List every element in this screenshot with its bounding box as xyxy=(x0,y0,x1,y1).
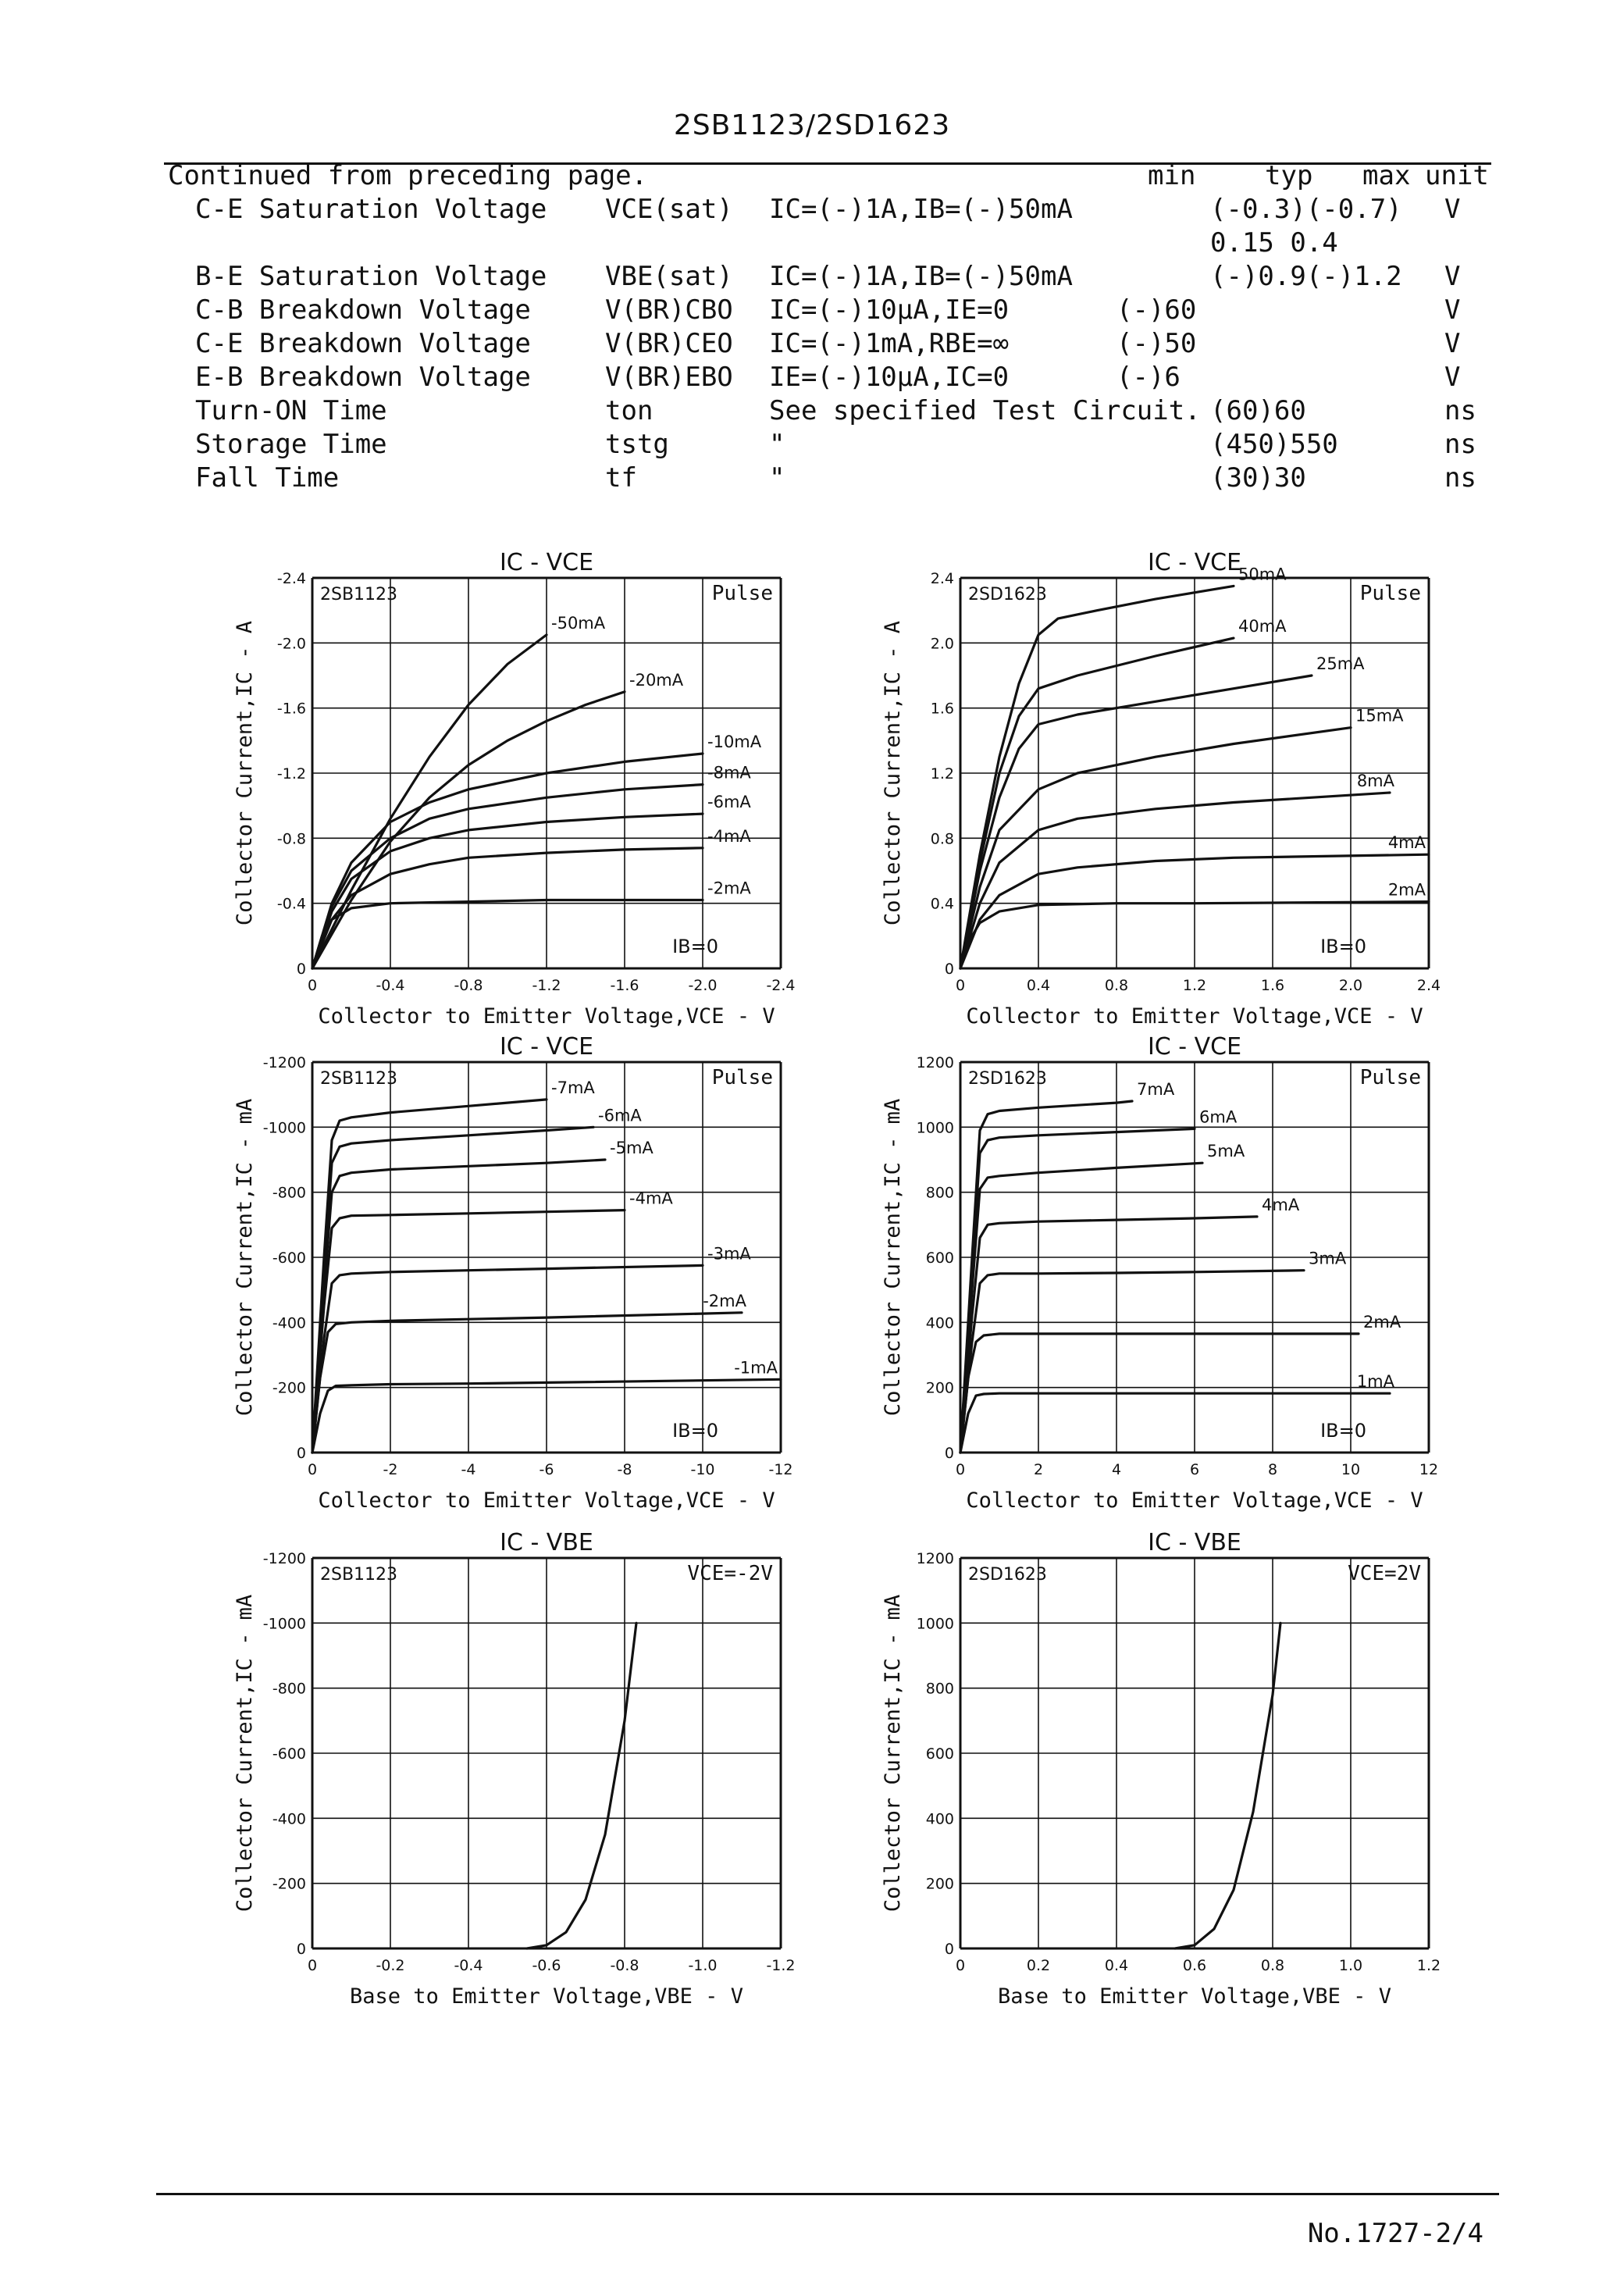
series-label: 40mA xyxy=(1238,617,1287,636)
spec-unit: ns xyxy=(1444,462,1476,494)
spec-min: (-)6 xyxy=(1116,362,1181,393)
x-tick-label: -1.0 xyxy=(688,1957,718,1974)
series-line xyxy=(312,1100,547,1453)
spec-symbol: V(BR)CBO xyxy=(605,294,733,326)
x-tick-label: 0 xyxy=(307,1461,318,1478)
x-tick-label: -0.2 xyxy=(376,1957,405,1974)
x-axis-label: Collector to Emitter Voltage,VCE - V xyxy=(318,1488,775,1513)
series-label: -4mA xyxy=(629,1189,673,1208)
series-line xyxy=(312,1265,703,1453)
x-tick-label: -6 xyxy=(539,1461,554,1478)
series-line xyxy=(312,785,703,968)
device-label: 2SD1623 xyxy=(968,585,1047,604)
continued-note: Continued from preceding page. xyxy=(168,160,648,191)
y-tick-label: -0.8 xyxy=(276,830,306,848)
spec-typmax: (450)550 xyxy=(1210,429,1338,460)
x-tick-label: 1.2 xyxy=(1182,977,1207,994)
series-line xyxy=(960,638,1234,968)
spec-condition: See specified Test Circuit. xyxy=(769,395,1201,426)
series-label: 4mA xyxy=(1262,1195,1300,1214)
y-tick-label: 400 xyxy=(925,1810,954,1828)
y-tick-label: 0.4 xyxy=(930,895,954,913)
spec-unit: V xyxy=(1444,194,1461,225)
spec-condition: IC=(-)1mA,RBE=∞ xyxy=(769,328,1010,359)
chart-svg xyxy=(211,1527,804,2027)
spec-param: Turn-ON Time xyxy=(195,395,387,426)
series-label: 6mA xyxy=(1199,1107,1238,1127)
spec-param: Fall Time xyxy=(195,462,340,494)
spec-row xyxy=(164,194,1491,227)
spec-condition: IC=(-)10μA,IE=0 xyxy=(769,294,1010,326)
y-tick-label: 600 xyxy=(925,1745,954,1763)
y-tick-label: 0 xyxy=(296,1941,306,1958)
y-tick-label: 1000 xyxy=(916,1615,954,1633)
series-label: -7mA xyxy=(551,1078,595,1097)
base-current-label: IB=0 xyxy=(1320,936,1366,957)
spec-condition: " xyxy=(769,429,785,460)
spec-typmax: (30)30 xyxy=(1210,462,1306,494)
chart-svg xyxy=(859,1527,1452,2027)
spec-min: (-)60 xyxy=(1116,294,1197,326)
spec-symbol: VBE(sat) xyxy=(605,261,733,292)
y-tick-label: 1200 xyxy=(916,1550,954,1567)
x-axis-label: Base to Emitter Voltage,VBE - V xyxy=(998,1984,1391,2009)
y-tick-label: 0 xyxy=(944,1941,954,1958)
series-label: -50mA xyxy=(551,613,606,633)
y-tick-label: 1.2 xyxy=(930,765,954,783)
header-typ: typ xyxy=(1265,160,1313,191)
series-label: -2mA xyxy=(707,879,751,898)
header-unit: unit xyxy=(1425,160,1489,191)
y-tick-label: 0 xyxy=(944,961,954,978)
chart-note: VCE=-2V xyxy=(687,1562,773,1585)
series-label: -20mA xyxy=(629,670,684,690)
spec-param: B-E Saturation Voltage xyxy=(195,261,547,292)
y-axis-label: Collector Current,IC - A xyxy=(233,620,257,926)
series-line xyxy=(1175,1623,1280,1948)
series-line xyxy=(960,728,1351,968)
spec-condition: IC=(-)1A,IB=(-)50mA xyxy=(769,194,1073,225)
x-tick-label: -0.8 xyxy=(454,977,483,994)
series-line xyxy=(960,1271,1304,1453)
x-tick-label: 0 xyxy=(955,977,966,994)
x-tick-label: -1.2 xyxy=(532,977,561,994)
chart-note: Pulse xyxy=(1359,582,1421,605)
x-tick-label: 0.2 xyxy=(1026,1957,1051,1974)
x-tick-label: -4 xyxy=(461,1461,476,1478)
x-tick-label: -2 xyxy=(383,1461,398,1478)
spec-typmax: (-)0.9(-)1.2 xyxy=(1210,261,1402,292)
x-tick-label: 0.4 xyxy=(1104,1957,1129,1974)
chart-svg xyxy=(211,1031,804,1531)
spec-table xyxy=(164,160,1491,496)
x-tick-label: 10 xyxy=(1341,1461,1361,1478)
x-axis-label: Collector to Emitter Voltage,VCE - V xyxy=(966,1004,1423,1028)
series-line xyxy=(960,1163,1202,1453)
series-line xyxy=(312,1127,593,1453)
x-tick-label: 0.8 xyxy=(1260,1957,1285,1974)
spec-condition: " xyxy=(769,462,785,494)
spec-param: C-E Breakdown Voltage xyxy=(195,328,531,359)
series-label: -5mA xyxy=(610,1139,654,1157)
y-tick-label: -0.4 xyxy=(276,895,306,913)
series-label: 2mA xyxy=(1387,880,1426,900)
series-label: -1mA xyxy=(734,1358,778,1378)
y-tick-label: -1200 xyxy=(262,1054,306,1071)
spec-symbol: VCE(sat) xyxy=(605,194,733,225)
y-tick-label: -400 xyxy=(272,1810,306,1828)
x-tick-label: -0.4 xyxy=(454,1957,483,1974)
chart-note: VCE=2V xyxy=(1348,1562,1421,1585)
document-title: 2SB1123/2SD1623 xyxy=(673,109,951,141)
x-tick-label: 2.4 xyxy=(1416,977,1441,994)
base-current-label: IB=0 xyxy=(672,936,718,957)
y-tick-label: -1.2 xyxy=(276,765,306,783)
device-label: 2SD1623 xyxy=(968,1069,1047,1089)
x-tick-label: 0.6 xyxy=(1182,1957,1207,1974)
chart-ic-vce-2sb1123-ma xyxy=(211,1031,804,1531)
x-tick-label: 1.0 xyxy=(1338,1957,1363,1974)
series-label: -6mA xyxy=(707,793,751,812)
spec-param: C-B Breakdown Voltage xyxy=(195,294,531,326)
y-tick-label: 800 xyxy=(925,1184,954,1202)
spec-header-row xyxy=(164,160,1491,194)
device-label: 2SB1123 xyxy=(320,1069,398,1089)
series-label: 8mA xyxy=(1356,772,1394,790)
series-label: 2mA xyxy=(1363,1312,1401,1332)
series-label: -2mA xyxy=(703,1291,746,1310)
y-tick-label: -800 xyxy=(272,1184,306,1202)
spec-row xyxy=(164,294,1491,328)
x-tick-label: -2.0 xyxy=(688,977,718,994)
spec-param: C-E Saturation Voltage xyxy=(195,194,547,225)
x-tick-label: -1.2 xyxy=(766,1957,796,1974)
spec-unit: ns xyxy=(1444,429,1476,460)
spec-typmax: (60)60 xyxy=(1210,395,1306,426)
base-current-label: IB=0 xyxy=(1320,1420,1366,1442)
series-label: 1mA xyxy=(1356,1372,1394,1392)
y-axis-label: Collector Current,IC - mA xyxy=(881,1594,905,1913)
x-tick-label: 2 xyxy=(1033,1461,1044,1478)
x-axis-label: Collector to Emitter Voltage,VCE - V xyxy=(966,1488,1423,1513)
y-tick-label: -200 xyxy=(272,1875,306,1893)
chart-svg xyxy=(859,1031,1452,1531)
spec-param: Storage Time xyxy=(195,429,387,460)
y-tick-label: -600 xyxy=(272,1250,306,1267)
x-tick-label: 6 xyxy=(1189,1461,1200,1478)
series-line xyxy=(960,676,1312,968)
spec-condition: IC=(-)1A,IB=(-)50mA xyxy=(769,261,1073,292)
x-tick-label: 12 xyxy=(1419,1461,1439,1478)
chart-ic-vbe-2sb1123 xyxy=(211,1527,804,2027)
y-tick-label: 0 xyxy=(296,961,306,978)
y-tick-label: 0 xyxy=(296,1445,306,1462)
spec-min: (-)50 xyxy=(1116,328,1197,359)
chart-title: IC - VCE xyxy=(1147,1033,1242,1061)
y-tick-label: 2.4 xyxy=(930,570,954,587)
series-label: -6mA xyxy=(598,1106,642,1125)
y-axis-label: Collector Current,IC - mA xyxy=(881,1098,905,1417)
series-label: -3mA xyxy=(707,1244,751,1264)
header-max: max xyxy=(1362,160,1411,191)
x-tick-label: 0 xyxy=(307,1957,318,1974)
series-label: -10mA xyxy=(707,733,762,751)
spec-row xyxy=(164,362,1491,395)
x-axis-label: Base to Emitter Voltage,VBE - V xyxy=(350,1984,743,2009)
series-label: 3mA xyxy=(1309,1249,1347,1268)
x-tick-label: -0.6 xyxy=(532,1957,561,1974)
series-line xyxy=(312,1160,605,1453)
series-label: 7mA xyxy=(1137,1080,1175,1099)
x-tick-label: 8 xyxy=(1267,1461,1278,1478)
y-tick-label: 1.6 xyxy=(930,700,954,718)
device-label: 2SB1123 xyxy=(320,585,398,604)
series-line xyxy=(312,900,703,969)
series-label: 4mA xyxy=(1387,833,1426,853)
x-tick-label: -0.8 xyxy=(610,1957,639,1974)
y-tick-label: -200 xyxy=(272,1379,306,1397)
spec-row xyxy=(164,261,1491,294)
x-tick-label: 0.4 xyxy=(1026,977,1051,994)
y-tick-label: 1200 xyxy=(916,1054,954,1071)
x-tick-label: 0 xyxy=(955,1461,966,1478)
x-tick-label: 1.6 xyxy=(1260,977,1285,994)
base-current-label: IB=0 xyxy=(672,1420,718,1442)
series-label: -8mA xyxy=(707,763,751,783)
series-line xyxy=(312,814,703,968)
series-label: 15mA xyxy=(1355,706,1404,725)
y-tick-label: -1000 xyxy=(262,1615,306,1633)
y-tick-label: -800 xyxy=(272,1680,306,1698)
y-tick-label: -2.4 xyxy=(276,570,306,587)
spec-row xyxy=(164,328,1491,362)
y-tick-label: 800 xyxy=(925,1680,954,1698)
series-label: 25mA xyxy=(1316,654,1365,673)
spec-condition: IE=(-)10μA,IC=0 xyxy=(769,362,1010,393)
y-axis-label: Collector Current,IC - mA xyxy=(233,1098,257,1417)
chart-ic-vce-2sb1123-a xyxy=(211,547,804,1046)
y-tick-label: -2.0 xyxy=(276,635,306,653)
series-label: 5mA xyxy=(1207,1142,1245,1161)
y-tick-label: 200 xyxy=(925,1379,954,1397)
x-tick-label: 2.0 xyxy=(1338,977,1363,994)
chart-title: IC - VCE xyxy=(1147,549,1242,576)
chart-note: Pulse xyxy=(711,582,773,605)
spec-symbol: V(BR)CEO xyxy=(605,328,733,359)
x-tick-label: -12 xyxy=(768,1461,793,1478)
spec-row xyxy=(164,227,1491,261)
spec-symbol: V(BR)EBO xyxy=(605,362,733,393)
series-label: -4mA xyxy=(707,826,751,846)
chart-note: Pulse xyxy=(711,1066,773,1089)
device-label: 2SB1123 xyxy=(320,1565,398,1585)
chart-ic-vbe-2sd1623 xyxy=(859,1527,1452,2027)
y-tick-label: 1000 xyxy=(916,1119,954,1137)
y-tick-label: 600 xyxy=(925,1250,954,1267)
chart-svg xyxy=(211,547,804,1046)
y-tick-label: 0.8 xyxy=(930,830,954,848)
x-axis-label: Collector to Emitter Voltage,VCE - V xyxy=(318,1004,775,1028)
y-tick-label: 400 xyxy=(925,1314,954,1332)
spec-typmax: 0.15 0.4 xyxy=(1210,227,1338,258)
x-tick-label: -8 xyxy=(617,1461,632,1478)
footer-rule xyxy=(156,2193,1499,2195)
x-tick-label: -2.4 xyxy=(766,977,796,994)
x-tick-label: 4 xyxy=(1111,1461,1122,1478)
x-tick-label: 0 xyxy=(955,1957,966,1974)
chart-title: IC - VBE xyxy=(500,1529,593,1556)
spec-row xyxy=(164,395,1491,429)
spec-unit: V xyxy=(1444,261,1461,292)
chart-title: IC - VCE xyxy=(499,1033,594,1061)
y-tick-label: -1.6 xyxy=(276,700,306,718)
spec-rows xyxy=(164,194,1491,496)
page-number: No.1727-2/4 xyxy=(1307,2218,1483,2249)
header-min: min xyxy=(1148,160,1196,191)
x-tick-label: 0 xyxy=(307,977,318,994)
series-label: 50mA xyxy=(1238,565,1287,584)
spec-symbol: ton xyxy=(605,395,654,426)
y-tick-label: 0 xyxy=(944,1445,954,1462)
spec-row xyxy=(164,429,1491,462)
x-tick-label: -0.4 xyxy=(376,977,405,994)
spec-row xyxy=(164,462,1491,496)
spec-typmax: (-0.3)(-0.7) xyxy=(1210,194,1402,225)
spec-symbol: tstg xyxy=(605,429,669,460)
spec-unit: ns xyxy=(1444,395,1476,426)
y-tick-label: -400 xyxy=(272,1314,306,1332)
spec-symbol: tf xyxy=(605,462,637,494)
x-tick-label: -10 xyxy=(690,1461,715,1478)
chart-svg xyxy=(859,547,1452,1046)
x-tick-label: -1.6 xyxy=(610,977,639,994)
y-tick-label: -1000 xyxy=(262,1119,306,1137)
y-tick-label: 200 xyxy=(925,1875,954,1893)
chart-title: IC - VCE xyxy=(499,549,594,576)
chart-note: Pulse xyxy=(1359,1066,1421,1089)
spec-param: E-B Breakdown Voltage xyxy=(195,362,531,393)
series-line xyxy=(527,1623,636,1948)
spec-unit: V xyxy=(1444,328,1461,359)
y-tick-label: 2.0 xyxy=(930,635,954,653)
y-axis-label: Collector Current,IC - mA xyxy=(233,1594,257,1913)
chart-title: IC - VBE xyxy=(1148,1529,1241,1556)
series-line xyxy=(312,754,703,968)
x-tick-label: 0.8 xyxy=(1104,977,1129,994)
spec-unit: V xyxy=(1444,294,1461,326)
chart-ic-vce-2sd1623-ma xyxy=(859,1031,1452,1531)
y-tick-label: -600 xyxy=(272,1745,306,1763)
spec-unit: V xyxy=(1444,362,1461,393)
chart-ic-vce-2sd1623-a xyxy=(859,547,1452,1046)
y-axis-label: Collector Current,IC - A xyxy=(881,620,905,926)
y-tick-label: -1200 xyxy=(262,1550,306,1567)
device-label: 2SD1623 xyxy=(968,1565,1047,1585)
x-tick-label: 1.2 xyxy=(1416,1957,1441,1974)
